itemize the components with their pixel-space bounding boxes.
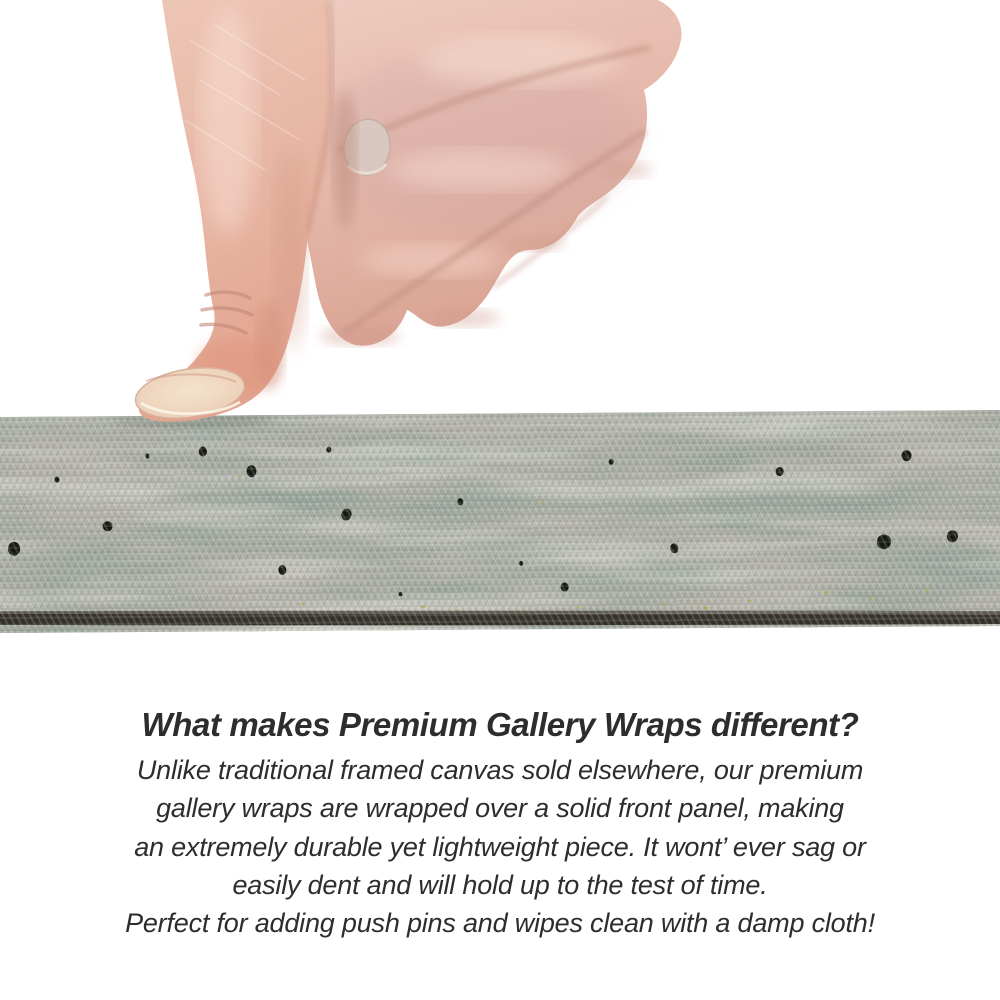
palm-and-thumb — [132, 0, 333, 425]
caption-line-3: an extremely durable yet lightweight piece. It wont’ ever sag or — [134, 831, 866, 862]
caption-line-1: Unlike traditional framed canvas sold elsewhere, our premium — [136, 755, 864, 785]
thumb-wrinkles — [201, 292, 252, 333]
fist-fingers — [306, 0, 682, 346]
caption-block — [0, 704, 1000, 942]
caption-heading: What makes Premium Gallery Wraps different? — [141, 706, 859, 743]
caption-line-4: easily dent and will hold up to the test of time. — [232, 869, 768, 900]
canvas-edge-photo — [0, 410, 1000, 633]
caption-line-5: Perfect for adding push pins and wipes clean with a damp cloth! — [125, 908, 875, 939]
index-fingernail — [340, 116, 393, 178]
caption-line-2: gallery wraps are wrapped over a solid front panel, making — [156, 793, 844, 824]
canvas-texture — [0, 410, 1000, 633]
